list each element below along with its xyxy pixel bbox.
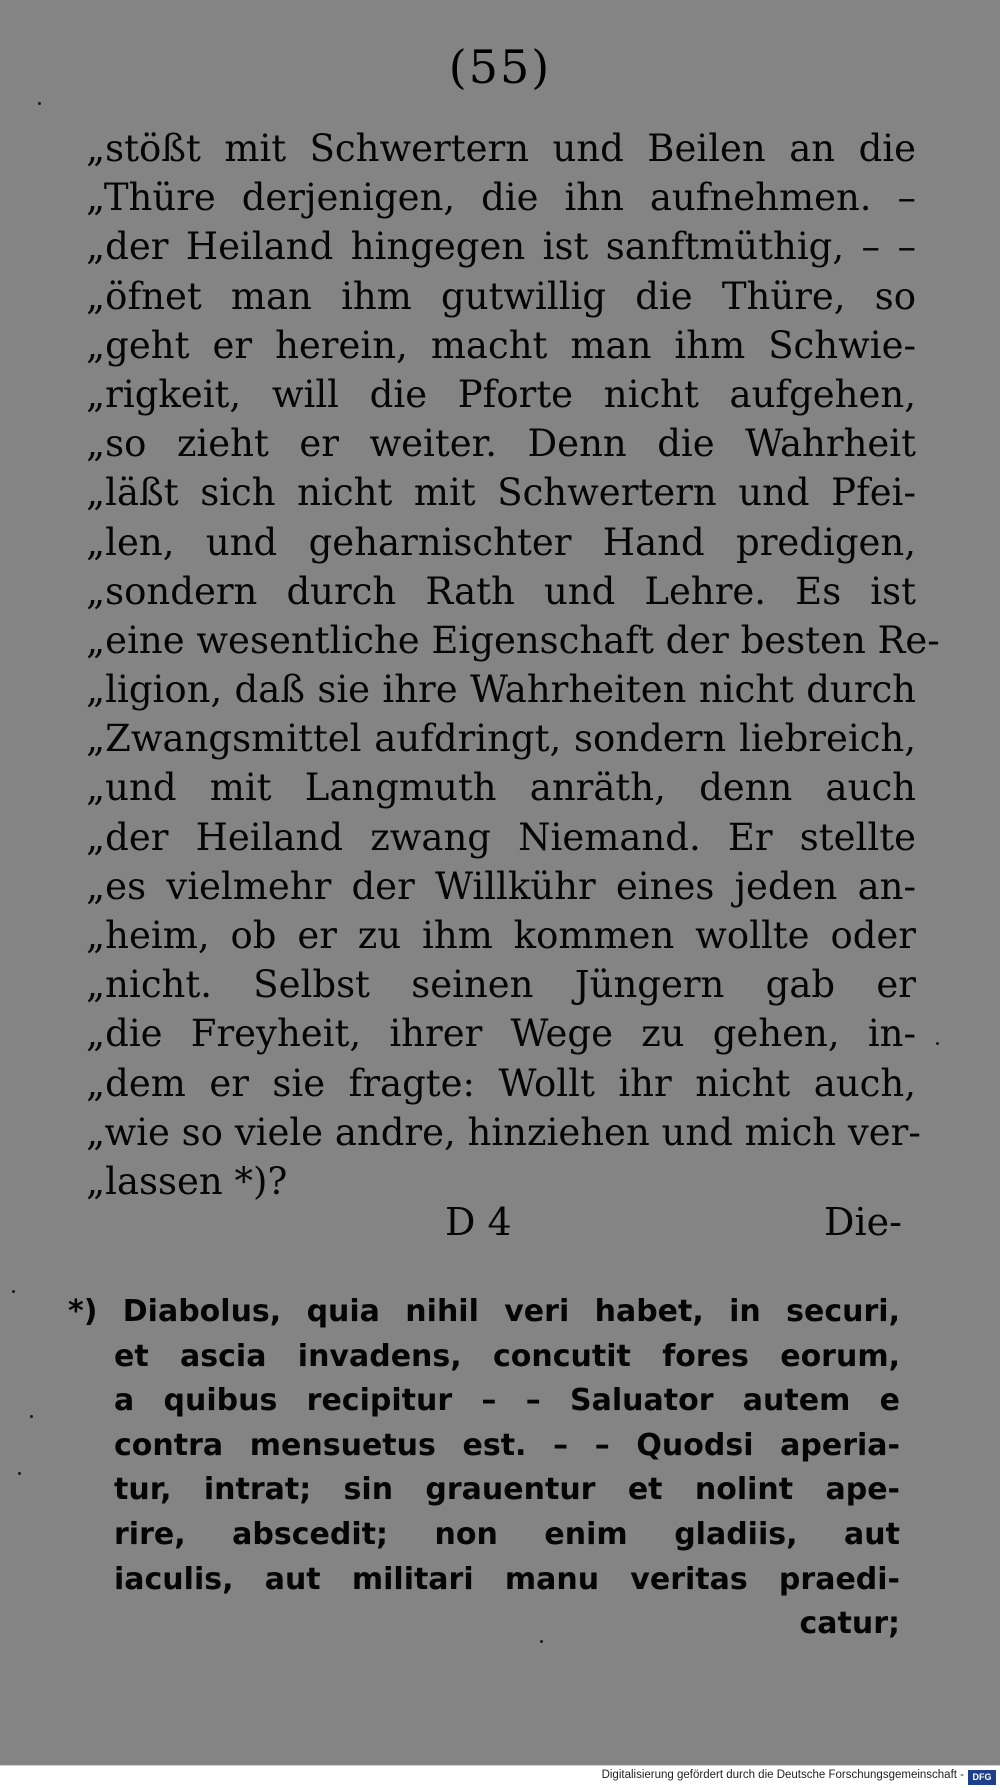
page-number: (55) — [448, 40, 552, 94]
scan-speck — [38, 102, 41, 105]
footnote-line: iaculis, aut militari manu veritas praedi- — [114, 1561, 900, 1597]
text-line: „lassen *)? — [86, 1159, 288, 1203]
text-line: „sondern durch Rath und Lehre. Es ist — [86, 569, 916, 613]
footnote-line: *) Diabolus, quia nihil veri habet, in securi, — [68, 1294, 900, 1329]
footnote-block — [68, 1290, 900, 1647]
text-line: „es vielmehr der Willkühr eines jeden an- — [86, 864, 916, 908]
text-line: „so zieht er weiter. Denn die Wahrheit — [86, 422, 916, 466]
text-line: „der Heiland hingegen ist sanftmüthig, – – — [86, 225, 916, 269]
footnote-line: rire, abscedit; non enim gladiis, aut — [114, 1516, 900, 1552]
signature-mark: D 4 — [445, 1200, 512, 1244]
text-line: „öfnet man ihm gutwillig die Thüre, so — [86, 274, 916, 318]
scan-speck — [540, 1640, 543, 1643]
text-line: „der Heiland zwang Niemand. Er stellte — [86, 815, 916, 859]
main-text-block — [86, 124, 940, 1206]
text-line: „len, und geharnischter Hand predigen, — [86, 520, 916, 564]
signature-line — [0, 1200, 1000, 1250]
text-line: „Zwangsmittel aufdringt, sondern liebreich, — [86, 717, 916, 761]
text-line: „dem er sie fragte: Wollt ihr nicht auch, — [86, 1061, 916, 1105]
text-line: „die Freyheit, ihrer Wege zu gehen, in- — [86, 1012, 916, 1056]
text-line: „und mit Langmuth anräth, denn auch — [86, 766, 916, 810]
scan-speck — [936, 1042, 939, 1045]
text-line: „nicht. Selbst seinen Jüngern gab er — [86, 963, 916, 1007]
footnote-line: tur, intrat; sin grauentur et nolint ape- — [114, 1472, 900, 1508]
text-line: „Thüre derjenigen, die ihn aufnehmen. – — [86, 176, 916, 220]
text-line: „stößt mit Schwertern und Beilen an die — [86, 127, 916, 170]
text-line: „wie so viele andre, hinziehen und mich ver- — [86, 1110, 921, 1154]
footer-bar — [0, 1765, 1000, 1790]
footnote-line: et ascia invadens, concutit fores eorum, — [114, 1338, 900, 1374]
footnote-line: contra mensuetus est. – – Quodsi aperia- — [114, 1427, 900, 1463]
text-line: „heim, ob er zu ihm kommen wollte oder — [86, 914, 916, 957]
text-line: „geht er herein, macht man ihm Schwie- — [86, 323, 916, 367]
text-line: „eine wesentliche Eigenschaft der besten Re- — [86, 618, 940, 662]
funding-credit: Digitalisierung gefördert durch die Deutsche Forschungsgemeinschaft - — [601, 1769, 964, 1781]
catchword: Die- — [824, 1200, 902, 1244]
text-line: „läßt sich nicht mit Schwertern und Pfei- — [86, 471, 916, 515]
scan-speck — [12, 1290, 15, 1293]
footnote-line: a quibus recipitur – – Saluator autem e — [114, 1383, 900, 1419]
scan-speck — [30, 1415, 33, 1418]
dfg-logo: DFG — [968, 1770, 996, 1785]
scan-speck — [18, 1472, 21, 1475]
text-line: „rigkeit, will die Pforte nicht aufgehen, — [86, 372, 916, 416]
text-line: „ligion, daß sie ihre Wahrheiten nicht durch — [86, 668, 916, 712]
footnote-line: catur; — [799, 1606, 900, 1642]
